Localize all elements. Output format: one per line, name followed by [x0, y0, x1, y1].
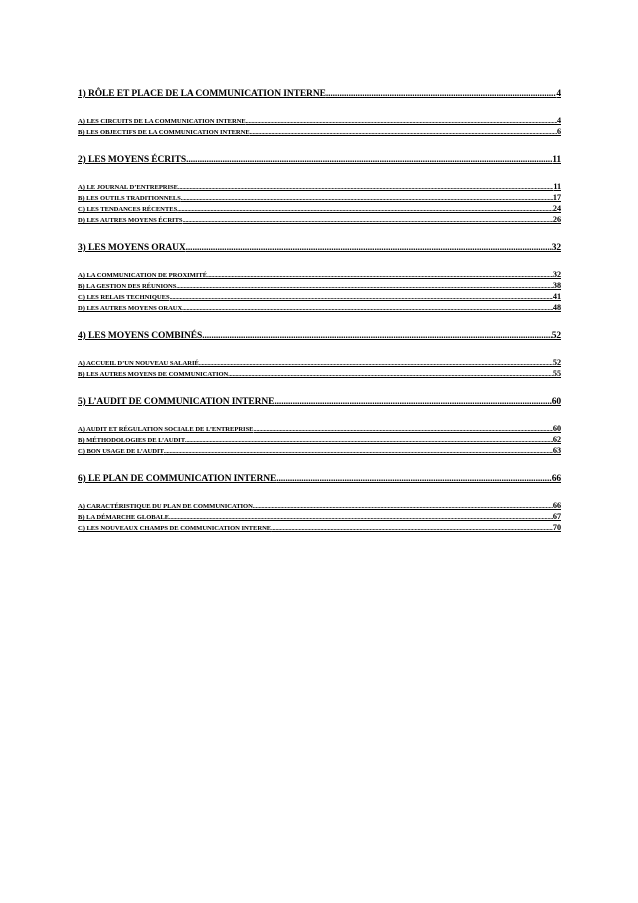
toc-subsection-entry-page-number: 70 [552, 523, 561, 532]
toc-subsection-entry-title: C) LES TENDANCES RÉCENTES [78, 206, 178, 213]
dot-leader [274, 396, 551, 408]
toc-subsection-entry[interactable] [78, 281, 561, 292]
toc-subsection-entry[interactable] [78, 116, 561, 127]
toc-chapter-entry-page-number: 60 [551, 397, 561, 407]
toc-subsection-entry-title: B) LES OBJECTIFS DE LA COMMUNICATION INTERNE [78, 129, 250, 136]
toc-section [78, 242, 561, 314]
toc-chapter-entry-page-number: 52 [551, 331, 561, 341]
dot-leader [164, 447, 553, 457]
toc-subsection-entry-page-number: 32 [552, 270, 561, 279]
toc-subsection-entry-page-number: 55 [552, 369, 561, 378]
toc-subsection-entry[interactable] [78, 270, 561, 281]
toc-subsection-entry-title: D) LES AUTRES MOYENS ORAUX [78, 305, 183, 312]
toc-subsection-entry-page-number: 60 [552, 424, 561, 433]
toc-chapter-entry[interactable] [78, 330, 561, 342]
toc-section [78, 154, 561, 226]
toc-subsection-entry-title: B) LA GESTION DES RÉUNIONS [78, 283, 177, 290]
toc-section [78, 396, 561, 457]
toc-chapter-entry[interactable] [78, 242, 561, 254]
toc-chapter-entry-title: 1) RÔLE ET PLACE DE LA COMMUNICATION INTERNE [78, 89, 326, 99]
toc-subsection-entry[interactable] [78, 204, 561, 215]
toc-subsection-entry-title: B) LA DÉMARCHE GLOBALE [78, 514, 170, 521]
toc-subsection-entry[interactable] [78, 435, 561, 446]
toc-chapter-entry-title: 6) LE PLAN DE COMMUNICATION INTERNE [78, 474, 277, 484]
toc-subsection-entry-page-number: 52 [552, 358, 561, 367]
dot-leader [183, 216, 553, 226]
toc-chapter-entry-page-number: 4 [556, 89, 561, 99]
toc-chapter-entry-page-number: 66 [551, 474, 561, 484]
toc-subsection-entry-page-number: 17 [552, 193, 561, 202]
dot-leader [186, 242, 552, 254]
toc-subsection-entry-page-number: 41 [552, 292, 561, 301]
toc-subsection-entry-page-number: 63 [552, 446, 561, 455]
toc-subsection-entry-page-number: 62 [552, 435, 561, 444]
toc-subsection-entry[interactable] [78, 193, 561, 204]
toc-subsection-entry[interactable] [78, 127, 561, 138]
toc-subsection-entry[interactable] [78, 369, 561, 380]
toc-subsection-entry-title: A) AUDIT ET RÉGULATION SOCIALE DE L’ENTREPRISE [78, 426, 254, 433]
toc-chapter-entry[interactable] [78, 154, 561, 166]
dot-leader [176, 282, 553, 292]
toc-chapter-entry-page-number: 11 [552, 155, 561, 165]
dot-leader [207, 271, 553, 281]
toc-section [78, 330, 561, 380]
dot-leader [177, 205, 553, 215]
dot-leader [228, 370, 553, 380]
toc-subsection-entry-title: A) LES CIRCUITS DE LA COMMUNICATION INTERNE [78, 118, 246, 125]
dot-leader [253, 502, 553, 512]
toc-subsection-entry[interactable] [78, 292, 561, 303]
toc-chapter-entry-title: 3) LES MOYENS ORAUX [78, 243, 186, 253]
dot-leader [182, 304, 553, 314]
toc-subsection-entry-title: A) LA COMMUNICATION DE PROXIMITÉ [78, 272, 208, 279]
dot-leader [169, 513, 553, 523]
toc-subsection-entry-title: A) CARACTÉRISTIQUE DU PLAN DE COMMUNICATION [78, 503, 253, 510]
dot-leader [181, 194, 553, 204]
dot-leader [170, 293, 553, 303]
toc-subsection-entry-title: B) LES OUTILS TRADITIONNELS [78, 195, 181, 202]
toc-subsection-entry-title: D) LES AUTRES MOYENS ÉCRITS [78, 217, 183, 224]
toc-subsection-entry-page-number: 26 [552, 215, 561, 224]
dot-leader [246, 117, 557, 127]
dot-leader [202, 330, 551, 342]
dot-leader [271, 524, 553, 534]
dot-leader [185, 436, 553, 446]
toc-subsection-entry-title: B) LES AUTRES MOYENS DE COMMUNICATION [78, 371, 229, 378]
toc-subsection-entry[interactable] [78, 512, 561, 523]
toc-chapter-entry-title: 2) LES MOYENS ÉCRITS [78, 155, 187, 165]
toc-subsection-entry-page-number: 67 [552, 512, 561, 521]
toc-chapter-entry[interactable] [78, 396, 561, 408]
toc-subsection-entry-title: C) LES RELAIS TECHNIQUES [78, 294, 170, 301]
toc-subsection-entry-page-number: 24 [552, 204, 561, 213]
toc-subsection-entry[interactable] [78, 215, 561, 226]
toc-subsection-entry-title: C) BON USAGE DE L’AUDIT [78, 448, 164, 455]
toc-subsection-entry[interactable] [78, 182, 561, 193]
toc-subsection-entry-page-number: 66 [552, 501, 561, 510]
toc-subsection-entry[interactable] [78, 446, 561, 457]
toc-subsection-entry-title: A) LE JOURNAL D’ENTREPRISE [78, 184, 179, 191]
toc-section [78, 88, 561, 138]
table-of-contents [78, 88, 561, 550]
toc-section [78, 473, 561, 534]
toc-subsection-entry-page-number: 4 [556, 116, 561, 125]
toc-subsection-entry-title: A) ACCUEIL D’UN NOUVEAU SALARIÉ [78, 360, 199, 367]
toc-subsection-entry[interactable] [78, 358, 561, 369]
toc-subsection-entry[interactable] [78, 424, 561, 435]
toc-chapter-entry[interactable] [78, 473, 561, 485]
dot-leader [326, 88, 557, 100]
toc-subsection-entry-title: C) LES NOUVEAUX CHAMPS DE COMMUNICATION INTERNE [78, 525, 272, 532]
toc-chapter-entry[interactable] [78, 88, 561, 100]
toc-chapter-entry-page-number: 32 [551, 243, 561, 253]
toc-subsection-entry-page-number: 6 [556, 127, 561, 136]
dot-leader [276, 473, 551, 485]
toc-chapter-entry-title: 4) LES MOYENS COMBINÉS [78, 331, 203, 341]
dot-leader [199, 359, 553, 369]
toc-subsection-entry-page-number: 11 [553, 182, 561, 191]
toc-subsection-entry[interactable] [78, 303, 561, 314]
dot-leader [178, 183, 553, 193]
dot-leader [254, 425, 553, 435]
toc-subsection-entry[interactable] [78, 501, 561, 512]
toc-chapter-entry-title: 5) L’AUDIT DE COMMUNICATION INTERNE [78, 397, 275, 407]
dot-leader [250, 128, 557, 138]
toc-subsection-entry-page-number: 38 [552, 281, 561, 290]
toc-subsection-entry[interactable] [78, 523, 561, 534]
toc-subsection-entry-page-number: 48 [552, 303, 561, 312]
toc-subsection-entry-title: B) MÉTHODOLOGIES DE L’AUDIT [78, 437, 186, 444]
dot-leader [186, 154, 552, 166]
